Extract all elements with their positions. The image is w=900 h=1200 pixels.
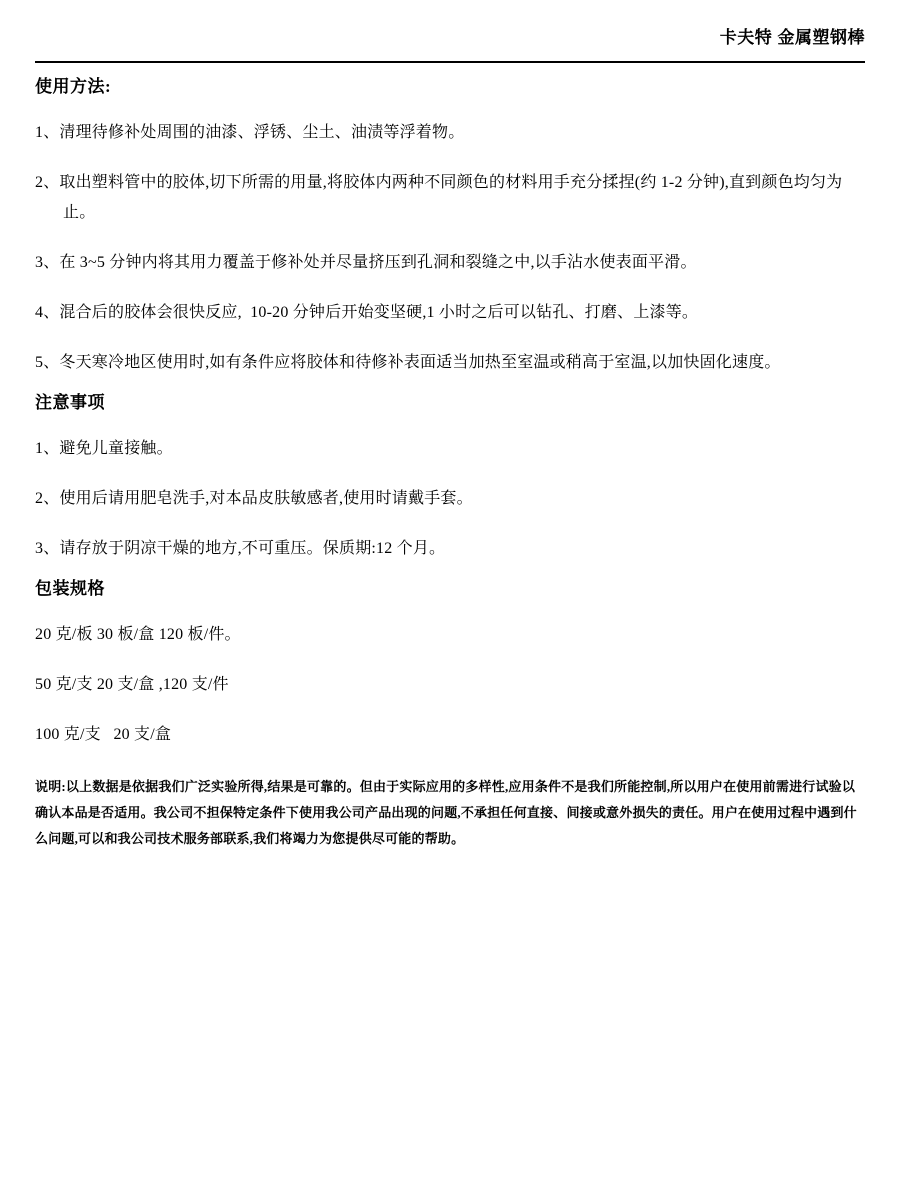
precaution-3: 3、请存放于阴凉干燥的地方,不可重压。保质期:12 个月。 — [35, 540, 446, 557]
usage-step-5: 5、冬天寒冷地区使用时,如有条件应将胶体和待修补表面适当加热至室温或稍高于室温,以加快固化速度。 — [35, 354, 781, 371]
header-rule — [35, 61, 865, 63]
section-heading-precautions: 注意事项 — [35, 393, 105, 412]
usage-step-4: 4、混合后的胶体会很快反应, 10-20 分钟后开始变坚硬,1 小时之后可以钻孔、打磨、上漆等。 — [35, 304, 699, 321]
packaging-spec-2: 50 克/支 20 支/盒 ,120 支/件 — [35, 676, 229, 693]
doc-title: 卡夫特 金属塑钢棒 — [719, 28, 865, 47]
usage-step-2: 2、取出塑料管中的胶体,切下所需的用量,将胶体内两种不同颜色的材料用手充分揉捏(约 1-2 分钟),直到颜色均匀为止。 — [35, 174, 843, 221]
section-heading-packaging: 包装规格 — [35, 579, 105, 598]
precaution-2: 2、使用后请用肥皂洗手,对本品皮肤敏感者,使用时请戴手套。 — [35, 490, 473, 507]
section-heading-usage: 使用方法: — [35, 77, 112, 96]
doc-header — [35, 28, 865, 48]
precaution-1: 1、避免儿童接触。 — [35, 440, 173, 457]
usage-step-3: 3、在 3~5 分钟内将其用力覆盖于修补处并尽量挤压到孔洞和裂缝之中,以手沾水使表面平滑。 — [35, 254, 697, 271]
packaging-spec-3: 100 克/支 20 支/盒 — [35, 726, 172, 743]
usage-step-1: 1、清理待修补处周围的油漆、浮锈、尘土、油渍等浮着物。 — [35, 124, 465, 141]
packaging-spec-1: 20 克/板 30 板/盒 120 板/件。 — [35, 626, 241, 643]
disclaimer-text: 说明:以上数据是依据我们广泛实验所得,结果是可靠的。但由于实际应用的多样性,应用条件不是我们所能控制,所以用户在使用前需进行试验以确认本品是否适用。我公司不担保特定条件下使用我公司产品出现的问题,不承担任何直接、间接或意外损失的责任。用户在使用过程中遇到什么问题,可以和我公司技术服务部联系,我们将竭力为您提供尽可能的帮助。 — [35, 779, 857, 846]
